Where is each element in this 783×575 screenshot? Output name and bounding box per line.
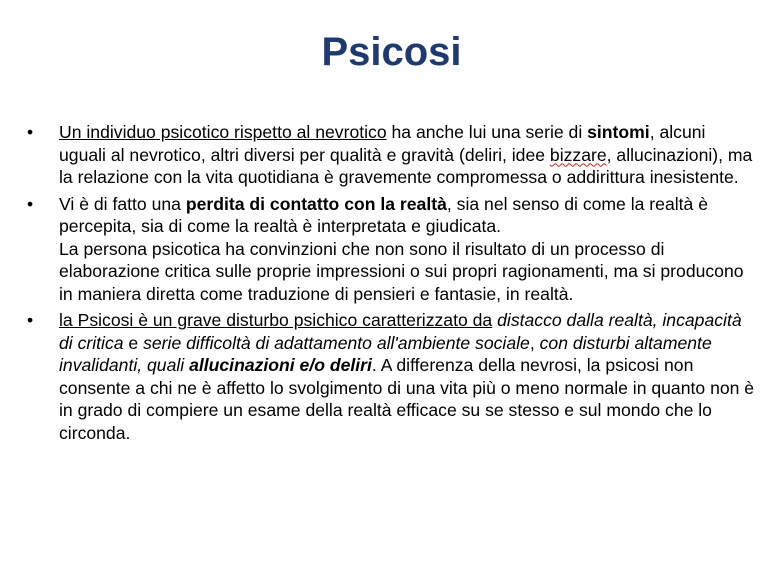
bullet-list: [27, 121, 757, 444]
bullet-item-2: [27, 193, 757, 306]
bullet-3-part-3: distacco dalla realtà, incapacità di critica: [59, 310, 742, 353]
bullet-1-part-3: sintomi: [587, 122, 650, 142]
bullet-2-part-2: perdita di contatto con la realtà: [185, 193, 447, 214]
bullet-3-part-4: e: [123, 332, 144, 353]
bullet-icon: •: [27, 122, 34, 142]
bullet-1-part-6: , allucinazioni), ma la relazione con la vita quotidiana è gravemente compromessa o addirittura inesistente.: [59, 144, 753, 187]
bullet-item-1: [27, 121, 757, 189]
bullet-1-part-1: Un individuo psicotico rispetto al nevrotico: [59, 122, 387, 142]
slide-title: Psicosi: [321, 30, 462, 74]
bullet-2-part-4: La persona psicotica ha convinzioni che non sono il risultato di un processo di elaborazione critica sulle proprie impressioni o sui propri ragionamenti, ma si producono in maniera diretta come traduzione di pensieri e fantasie, in realtà.: [59, 238, 744, 304]
bullet-3-part-9: . A differenza della nevrosi, la psicosi non consente a chi ne è affetto lo svolgimento di una vita più o meno normale in quanto non è in grado di compiere un esame della realtà efficace su se stesso e sul mondo che lo circonda.: [59, 355, 755, 443]
bullet-icon: •: [27, 193, 34, 214]
bullet-3-part-7: con disturbi altamente invalidanti, quali: [59, 332, 712, 375]
bullet-1-part-2: ha anche lui una serie di: [386, 122, 588, 142]
bullet-item-3: [27, 309, 757, 444]
bullet-2-part-1: Vi è di fatto una: [59, 193, 186, 214]
bullet-icon: •: [27, 310, 34, 330]
bullet-2-part-3: , sia nel senso di come la realtà è percepita, sia di come la realtà è interpretata e giudicata.: [59, 193, 708, 236]
bullet-3-part-5: serie difficoltà di adattamento all'ambiente sociale: [143, 332, 530, 353]
bullet-3-part-1: la Psicosi è un grave disturbo psichico caratterizzato da: [59, 310, 493, 330]
bullet-3-part-6: ,: [529, 332, 540, 353]
bullet-1-part-4: , alcuni uguali al nevrotico, altri diversi per qualità e gravità (deliri, idee: [59, 122, 706, 165]
bullet-3-part-8: allucinazioni e/o deliri: [189, 355, 372, 375]
bullet-1-part-5: bizzare: [549, 144, 607, 165]
